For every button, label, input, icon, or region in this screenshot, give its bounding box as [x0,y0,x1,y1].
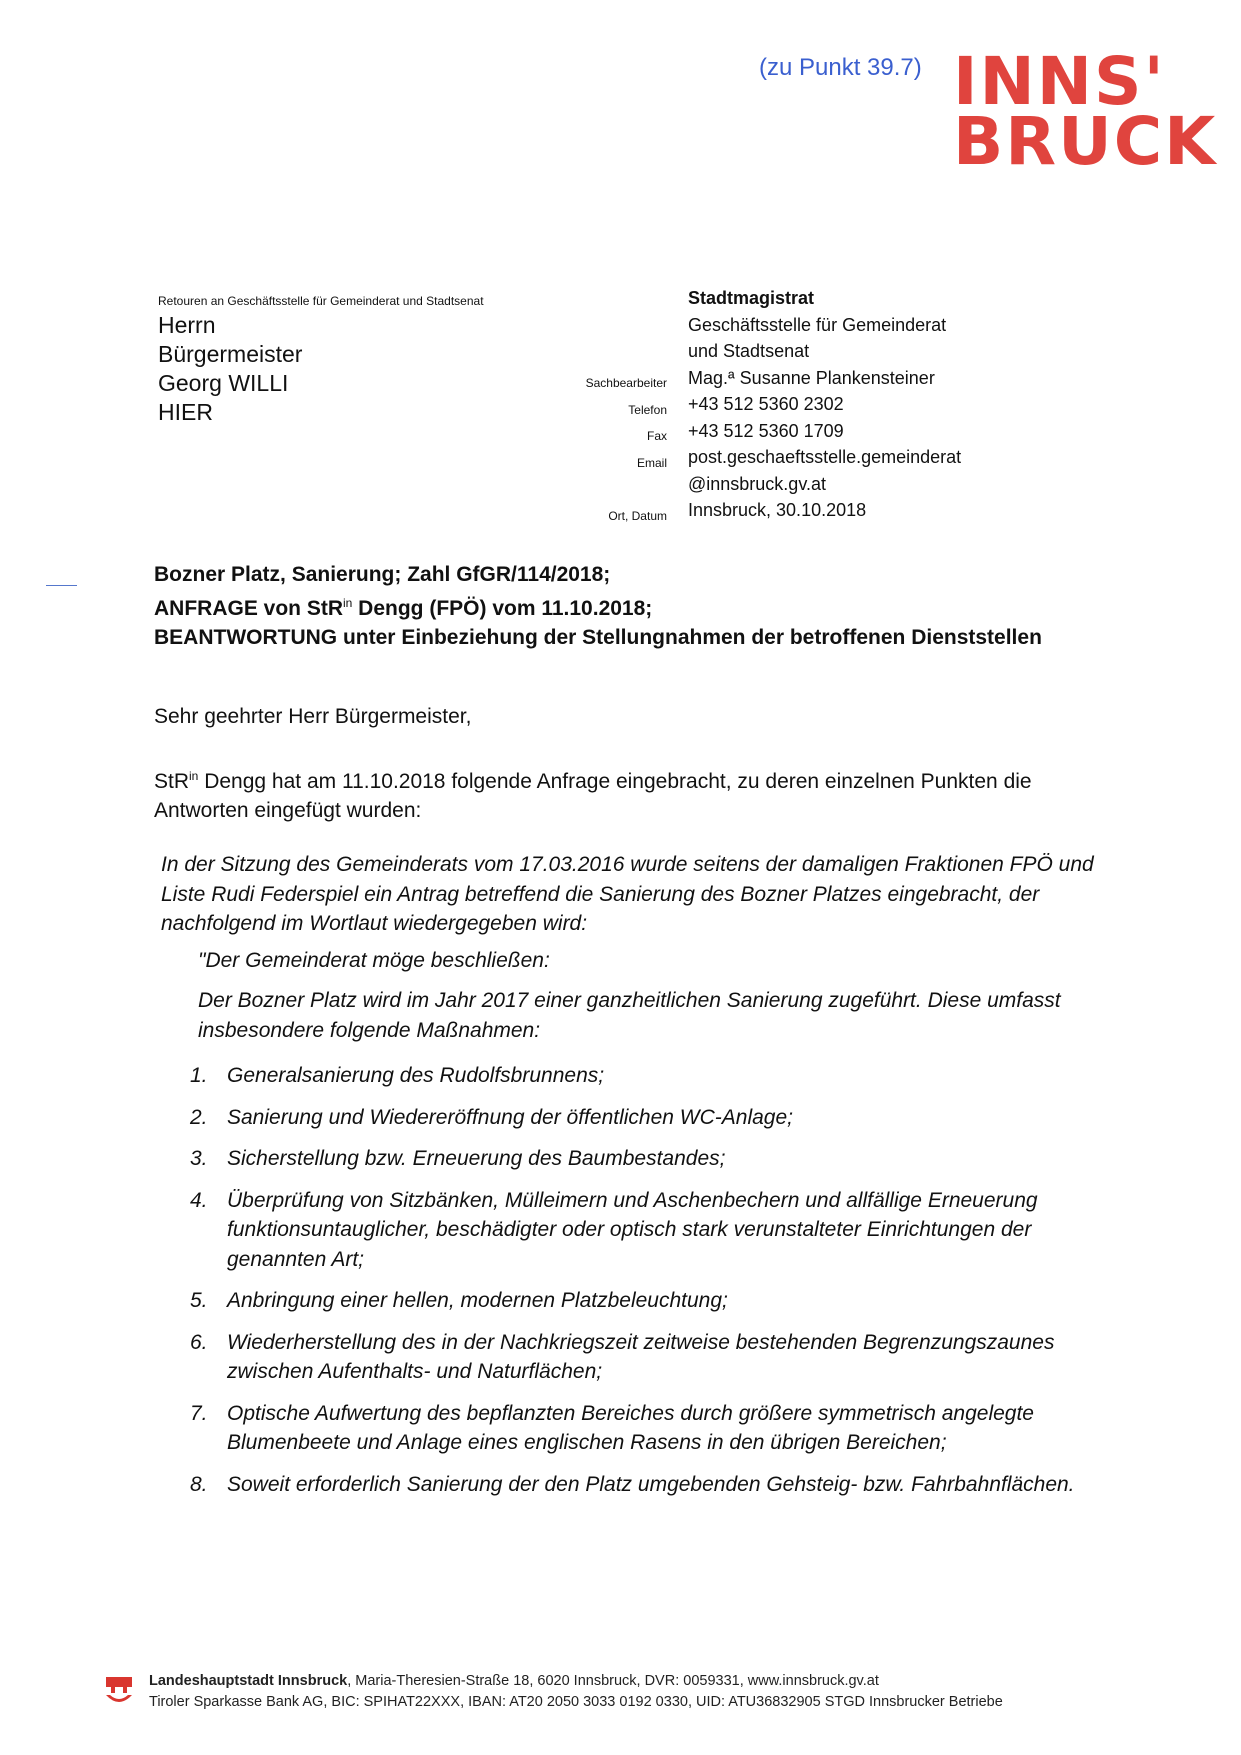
motion-text: Der Bozner Platz wird im Jahr 2017 einer ganzheitlichen Sanierung zugeführt. Diese umfasst insbesondere folgende Maßnahmen: [198,989,1061,1042]
recipient-line: Georg WILLI [158,370,289,396]
recipient-block [158,311,302,427]
sender-fax: +43 512 5360 1709 [688,420,844,441]
salutation: Sehr geehrter Herr Bürgermeister, [154,705,472,728]
sender-email: post.geschaeftsstelle.gemeinderat [688,447,962,467]
sender-clerk: Mag.ª Susanne Plankensteiner [688,367,935,388]
measures-list [190,1061,1120,1511]
footer-line-1: Landeshauptstadt Innsbruck, Maria-Theresien-Straße 18, 6020 Innsbruck, DVR: 0059331, www.innsbruck.gv.at [149,1673,879,1689]
recipient-line: HIER [158,399,213,425]
list-item: 2. Sanierung und Wiedereröffnung der öffentlichen WC-Anlage; [190,1105,793,1129]
subject-line: ANFRAGE von StR$^{in}$ Dengg (FPÖ) vom 11.10.2018; [154,596,653,620]
sender-phone: +43 512 5360 2302 [688,394,844,414]
innsbruck-logo [953,43,1218,180]
return-address: Retouren an Geschäftsstelle für Gemeinderat und Stadtsenat [158,294,484,308]
footer-line-2: Tiroler Sparkasse Bank AG, BIC: SPIHAT22XXX, IBAN: AT20 2050 3033 0192 0330, UID: ATU36832905 STGD Innsbrucker Betriebe [149,1694,1003,1710]
subject-block [154,560,1042,652]
sender-department: und Stadtsenat [688,341,810,361]
fax-label: Fax [646,429,667,443]
list-item: 4. Überprüfung von Sitzbänken, Mülleimern und Aschenbechern und allfällige Erneuerung funktionsuntauglicher, beschädigter oder optisch stark verunstalteter Einrichtungen der genannten Art; [190,1188,1038,1271]
list-item: 7. Optische Aufwertung des bepflanzten Bereiches durch größere symmetrisch angelegte Blumenbeete und Anlage eines englischen Rasens in den übrigen Bereichen; [190,1401,1034,1454]
clerk-label: Sachbearbeiter [585,376,667,390]
city-emblem-icon [104,1675,134,1709]
margin-mark [46,585,77,586]
place-date-label: Ort, Datum [608,508,667,523]
quote-intro: In der Sitzung des Gemeinderats vom 17.03.2016 wurde seitens der damaligen Fraktionen FPÖ und Liste Rudi Federspiel ein Antrag betreffend die Sanierung des Bozner Platzes eingebracht, der nachfolgend im Wortlaut wiedergegeben wird: [161,853,1094,935]
recipient-line: Herrn [158,312,216,338]
motion-heading: "Der Gemeinderat möge beschließen: [198,949,550,972]
sender-block [688,285,961,524]
sender-email: @innsbruck.gv.at [688,473,826,494]
list-item: 6. Wiederherstellung des in der Nachkriegszeit zeitweise bestehenden Begrenzungszaunes zwischen Aufenthalts- und Naturflächen; [190,1330,1055,1383]
phone-label: Telefon [628,402,667,417]
email-label: Email [636,455,667,470]
footer [149,1671,1003,1713]
sender-labels [540,370,667,529]
list-item: 3. Sicherstellung bzw. Erneuerung des Baumbestandes; [190,1147,726,1170]
sender-department: Geschäftsstelle für Gemeinderat [688,314,947,335]
logo-line-2: BRUCK [953,103,1218,180]
sender-office: Stadtmagistrat [688,288,815,308]
intro-paragraph: StR$^{in}$ Dengg hat am 11.10.2018 folgende Anfrage eingebracht, zu deren einzelnen Punkten die Antworten eingefügt wurden: [154,769,1032,822]
sender-place-date: Innsbruck, 30.10.2018 [688,500,867,520]
subject-line: Bozner Platz, Sanierung; Zahl GfGR/114/2018; [154,563,611,586]
reference-note: (zu Punkt 39.7) [759,54,922,81]
list-item: 1. Generalsanierung des Rudolfsbrunnens; [190,1064,605,1087]
logo-line-1: INNS' [953,43,1166,120]
list-item: 8. Soweit erforderlich Sanierung der den Platz umgebenden Gehsteig- bzw. Fahrbahnflächen. [190,1472,1075,1496]
list-item: 5. Anbringung einer hellen, modernen Platzbeleuchtung; [190,1289,728,1312]
recipient-line: Bürgermeister [158,341,303,367]
subject-line: BEANTWORTUNG unter Einbeziehung der Stellungnahmen der betroffenen Dienststellen [154,626,1042,649]
